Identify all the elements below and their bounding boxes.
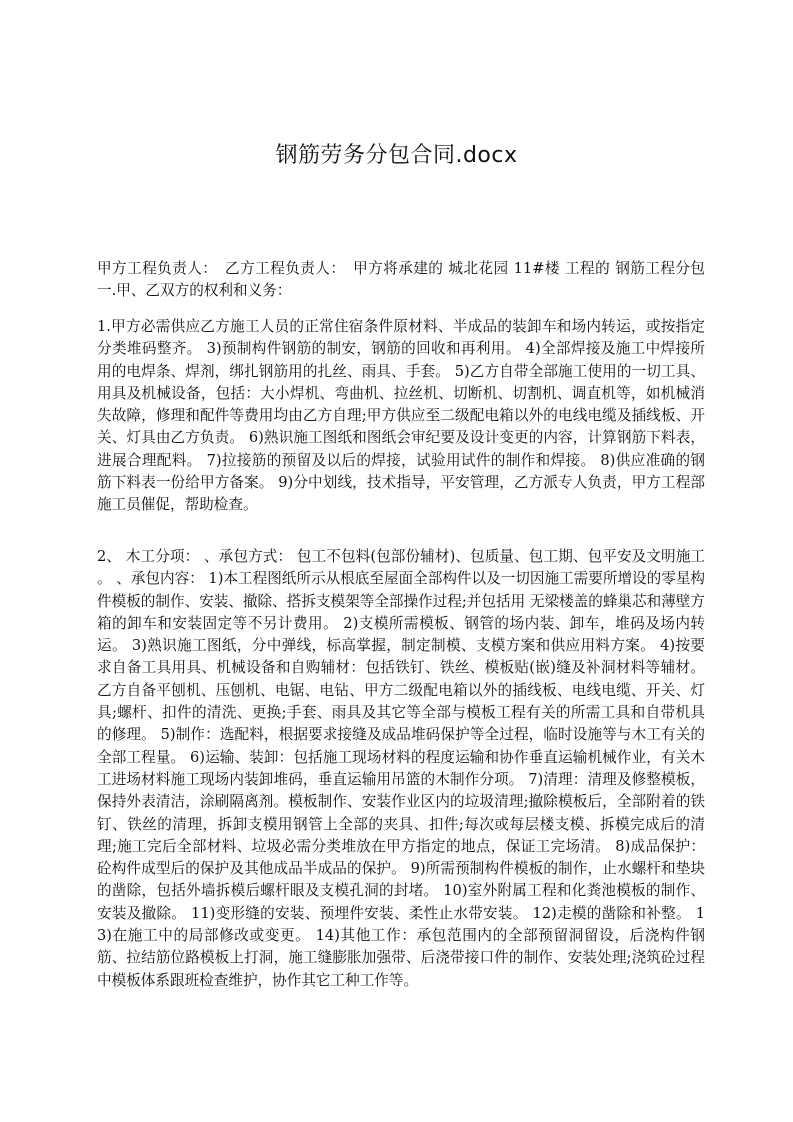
document-title: 钢筋劳务分包合同.docx [275,143,518,168]
paragraph-section-2: 2、 木工分项： 、承包方式： 包工不包料(包部份辅材)、包质量、包工期、包平安及文明施工 。 、承包内容： 1)本工程图纸所示从根底至屋面全部构件以及一切因施工需要所增设的零星构件模板的制作、安装、撤除、搭拆支模架等全部操作过程;并包括用 无梁楼盖的蜂巢芯和薄壁方箱的卸车和安装固定等不另计费用。 2)支模所需模板、钢管的场内装、卸车，堆码及场内转运。 3)熟识施工图纸，分中弹线，标高掌握，制定制模、支模方案和供应用料方案。 4)按要求自备工具用具、机械设备和自购辅材：包括铁钉、铁丝、模板贴(嵌)缝及补洞材料等辅材。乙方自备平刨机、压刨机、电锯、电钻、甲方二级配电箱以外的插线板、电线电缆、开关、灯具;螺杆、扣件的清洗、更换;手套、雨具及其它等全部与模板工程有关的所需工具和自带机具的修理。 5)制作：选配料，根据要求接缝及成品堆码保护等全过程，临时设施等与木工有关的全部工程量。 6)运输、装卸：包括施工现场材料的程度运输和协作垂直运输机械作业，有关木工进场材料施工现场内装卸堆码，垂直运输用吊篮的木制作分项。 7)清理：清理及修整模板，保持外表清洁，涂刷隔离剂。模板制作、安装作业区内的垃圾清理;撤除模板后，全部附着的铁钉、铁丝的清理，拆卸支模用钢管上全部的夹具、扣件;每次或每层楼支模、拆模完成后的清理;施工完后全部材料、垃圾必需分类堆放在甲方指定的地点，保证工完场清。 8)成品保护：砼构件成型后的保护及其他成品半成品的保护。 9)所需预制构件模板的制作，止水螺杆和垫块的凿除，包括外墙拆模后螺杆眼及支模孔洞的封堵。 10)室外附属工程和化粪池模板的制作、安装及撤除。 11)变形缝的安装、预埋件安装、柔性止水带安装。 12)走模的凿除和补整。 13)在施工中的局部修改或变更。 14)其他工作：承包范围内的全部预留洞留设，后浇构件钢筋、拉结筋位路模板上打洞，施工缝膨胀加强带、后浇带接口件的制作、安装处理;浇筑砼过程中模板体系跟班检查维护，协作其它工种工作等。 [97,548,706,989]
paragraph-section-1: 1.甲方必需供应乙方施工人员的正常住宿条件原材料、半成品的装卸车和场内转运，或按指定分类堆码整齐。 3)预制构件钢筋的制安，钢筋的回收和再利用。 4)全部焊接及施工中焊接所用的电焊条、焊剂，绑扎钢筋用的扎丝、雨具、手套。 5)乙方自带全部施工使用的一切工具、用具及机械设备，包括：大小焊机、弯曲机、拉丝机、切断机、切割机、调直机等，如机械消失故障，修理和配件等费用均由乙方自理;甲方供应至二级配电箱以外的电线电缆及插线板、开关、灯具由乙方负责。 6)熟识施工图纸和图纸会审纪要及设计变更的内容，计算钢筋下料表，进展合理配料。 7)拉接筋的预留及以后的焊接，试验用试件的制作和焊接。 8)供应准确的钢筋下料表一份给甲方备案。 9)分中划线，技术指导，平安管理，乙方派专人负责，甲方工程部施工员催促，帮助检查。 [97,318,705,514]
paragraph-parties: 甲方工程负责人： 乙方工程负责人： 甲方将承建的 城北花园 11#楼 工程的 钢筋工程分包 一.甲、乙双方的权利和义务： [97,260,705,300]
